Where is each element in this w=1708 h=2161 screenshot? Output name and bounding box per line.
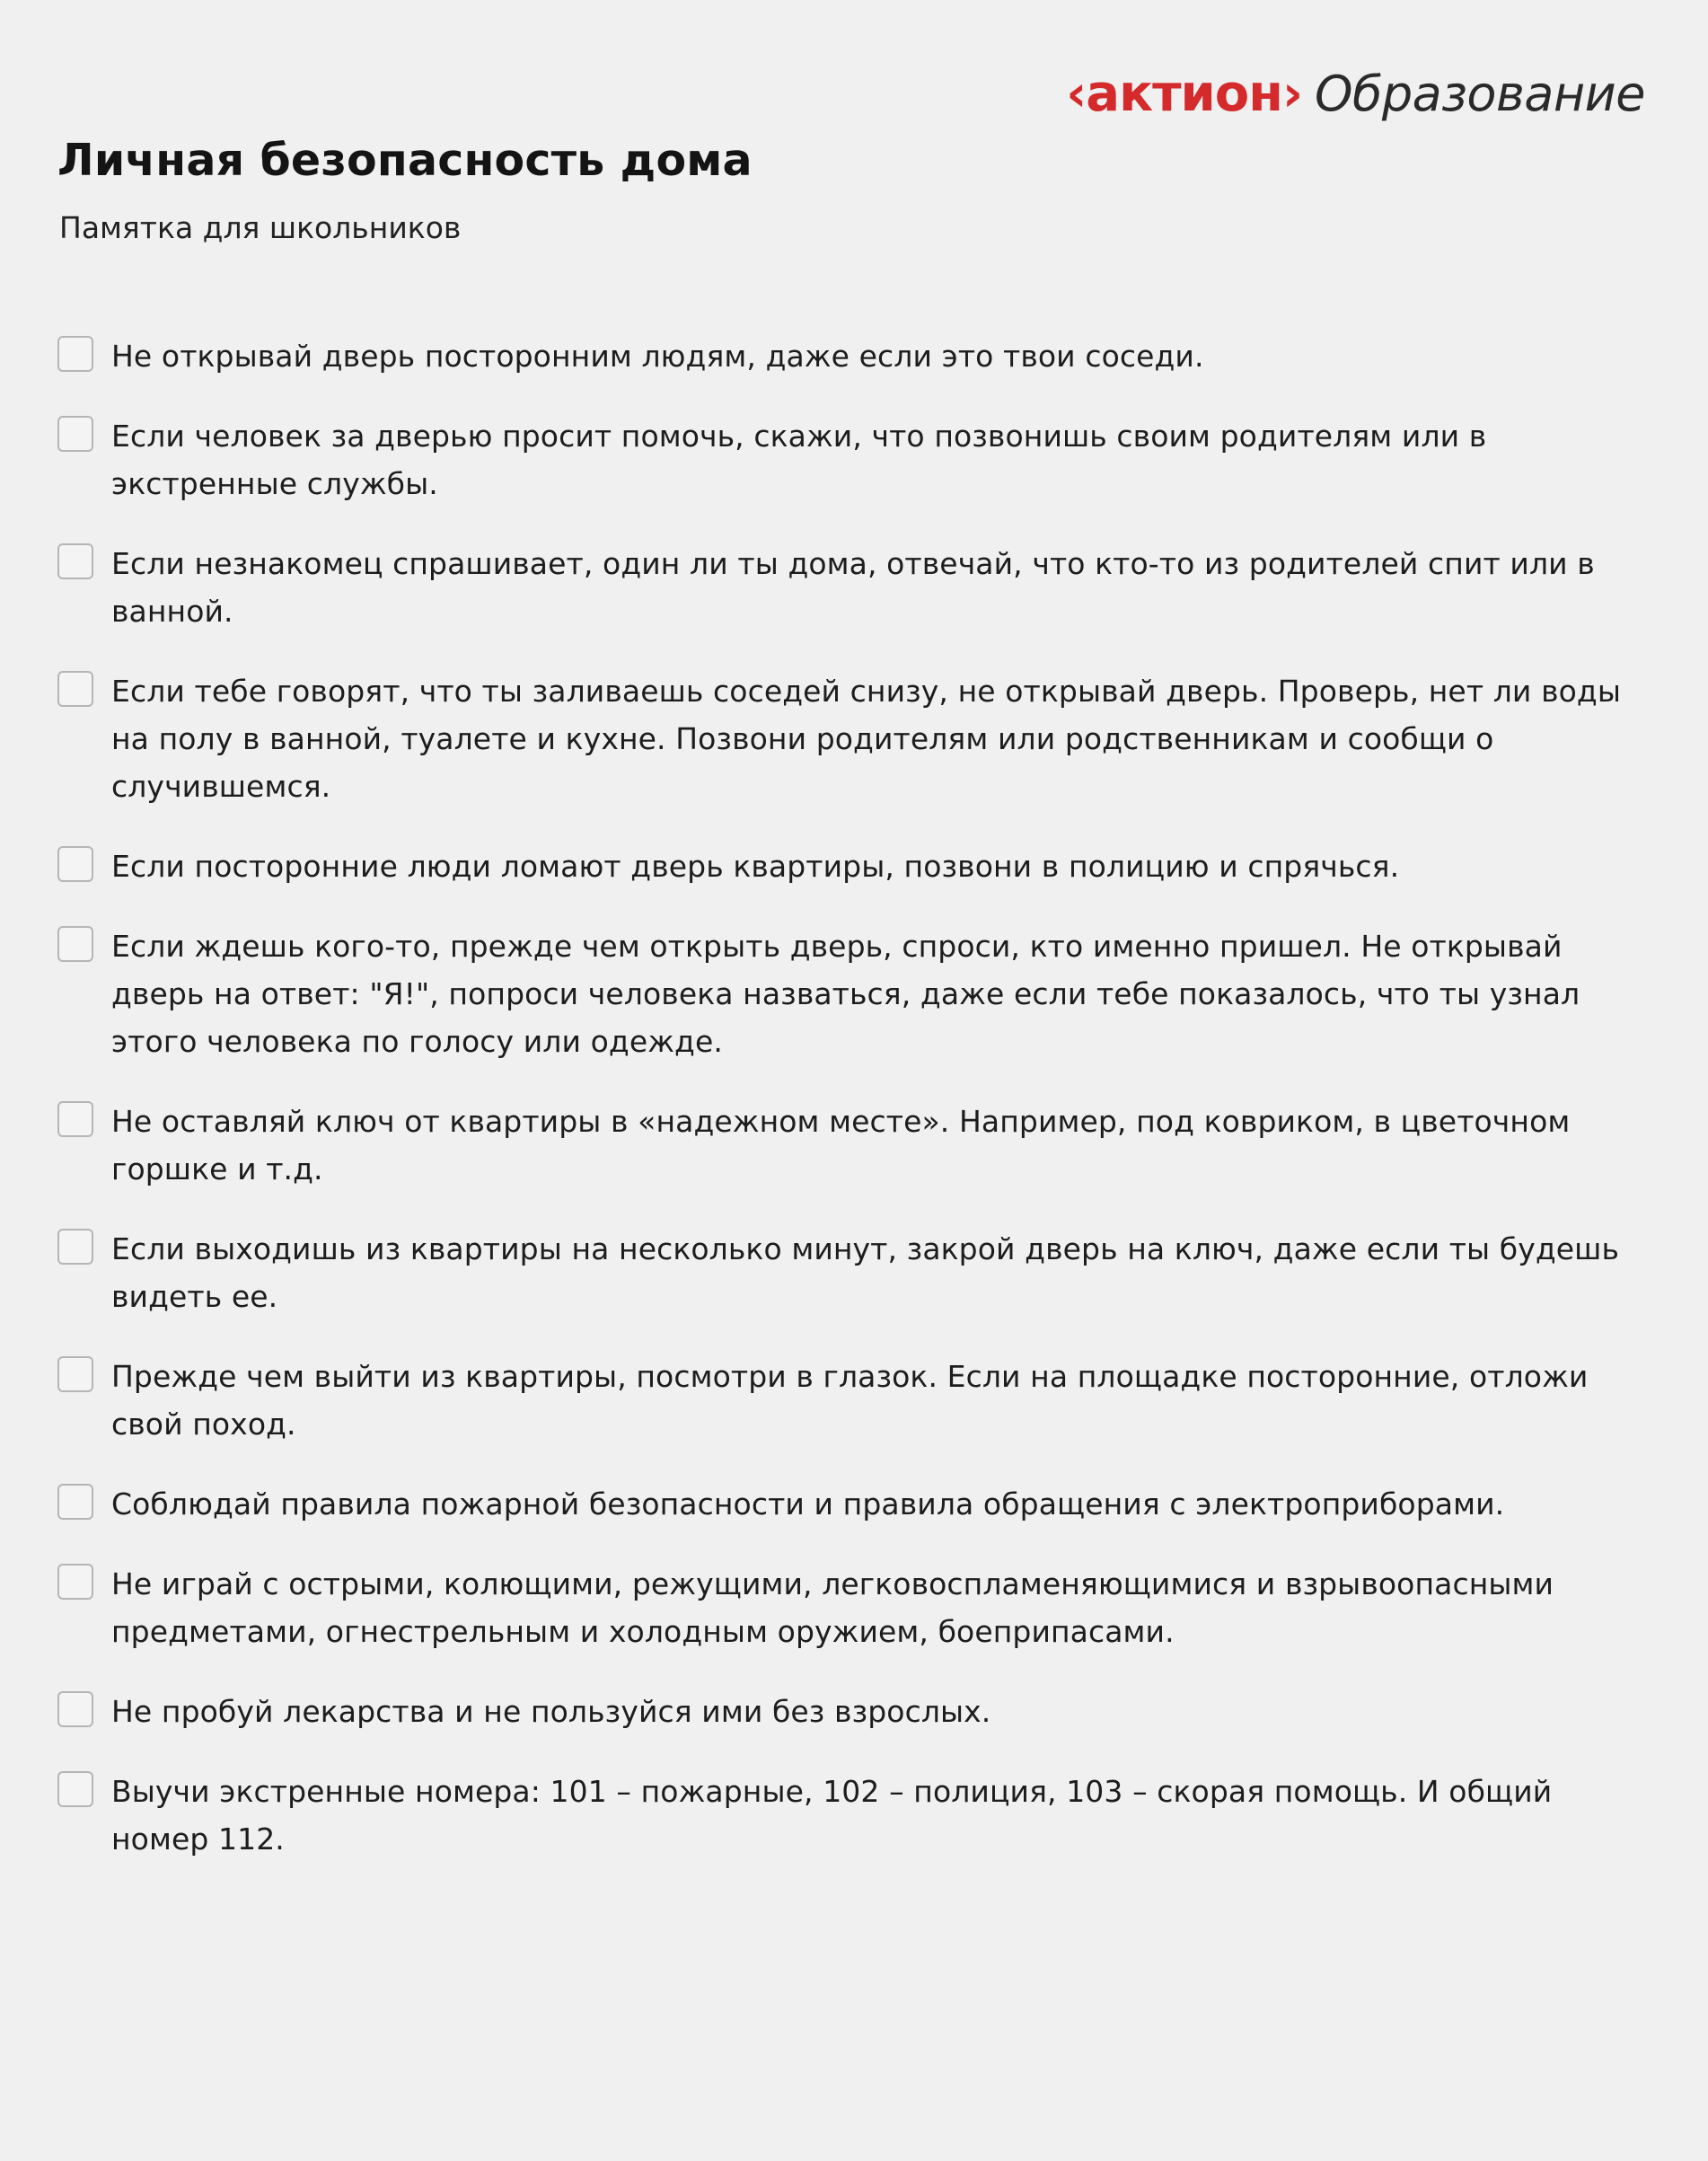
checklist-item	[57, 1098, 1656, 1193]
checkbox[interactable]	[57, 846, 93, 882]
checklist-item-text: Если тебе говорят, что ты заливаешь соседей снизу, не открывай дверь. Проверь, нет ли воды на полу в ванной, туалете и кухне. Позвони родителям или родственникам и сообщи о случившемся.	[111, 674, 1621, 804]
checkbox[interactable]	[57, 1229, 93, 1265]
checklist-item	[57, 842, 1656, 890]
checklist-item	[57, 1768, 1656, 1863]
page-title: Личная безопасность дома	[57, 135, 753, 186]
checkbox[interactable]	[57, 1564, 93, 1600]
checklist-item	[57, 1353, 1656, 1448]
checkbox[interactable]	[57, 336, 93, 372]
checklist-item	[57, 1688, 1656, 1735]
checkbox[interactable]	[57, 1484, 93, 1520]
checklist-item-text: Не пробуй лекарства и не пользуйся ими без взрослых.	[111, 1694, 991, 1729]
checkbox[interactable]	[57, 1101, 93, 1137]
checklist-item	[57, 540, 1656, 635]
checkbox[interactable]	[57, 926, 93, 962]
checklist-item-text: Не открывай дверь посторонним людям, даже если это твои соседи.	[111, 339, 1204, 374]
checklist-item	[57, 1225, 1656, 1320]
checklist-item	[57, 1480, 1656, 1528]
checklist-item-text: Выучи экстренные номера: 101 – пожарные, 102 – полиция, 103 – скорая помощь. И общий номер 112.	[111, 1774, 1553, 1857]
page-subtitle: Памятка для школьников	[59, 210, 462, 245]
checklist-item-text: Если незнакомец спрашивает, один ли ты дома, отвечай, что кто-то из родителей спит или в ванной.	[111, 546, 1595, 629]
logo-brand: ‹актион›	[1066, 65, 1303, 123]
checklist-item-text: Не оставляй ключ от квартиры в «надежном месте». Например, под ковриком, в цветочном горшке и т.д.	[111, 1104, 1571, 1186]
checkbox[interactable]	[57, 1771, 93, 1807]
checklist-item-text: Если посторонние люди ломают дверь квартиры, позвони в полицию и спрячься.	[111, 849, 1400, 884]
checkbox[interactable]	[57, 1691, 93, 1727]
checklist-item	[57, 332, 1656, 380]
checklist-item	[57, 667, 1656, 810]
checklist-item-text: Не играй с острыми, колющими, режущими, легковоспламеняющимися и взрывоопасными предметами, огнестрельным и холодным оружием, боеприпасами.	[111, 1566, 1554, 1649]
checkbox[interactable]	[57, 1356, 93, 1392]
checklist-item-text: Если человек за дверью просит помочь, скажи, что позвонишь своим родителям или в экстренные службы.	[111, 419, 1487, 501]
checklist-item-text: Соблюдай правила пожарной безопасности и правила обращения с электроприборами.	[111, 1486, 1505, 1522]
checklist-item	[57, 412, 1656, 507]
checklist-item	[57, 922, 1656, 1065]
checklist-item-text: Прежде чем выйти из квартиры, посмотри в глазок. Если на площадке посторонние, отложи свой поход.	[111, 1359, 1589, 1442]
logo-product: Образование	[1315, 66, 1645, 122]
checkbox[interactable]	[57, 671, 93, 707]
checklist-item-text: Если ждешь кого-то, прежде чем открыть дверь, спроси, кто именно пришел. Не открывай дверь на ответ: "Я!", попроси человека назваться, даже если тебе показалось, что ты узнал этого человека по голосу или одежде.	[111, 929, 1580, 1059]
safety-checklist	[57, 332, 1656, 1895]
aktion-logo	[1066, 65, 1645, 123]
checklist-item-text: Если выходишь из квартиры на несколько минут, закрой дверь на ключ, даже если ты будешь видеть ее.	[111, 1231, 1620, 1314]
checklist-item	[57, 1560, 1656, 1655]
checkbox[interactable]	[57, 416, 93, 452]
checkbox[interactable]	[57, 543, 93, 579]
